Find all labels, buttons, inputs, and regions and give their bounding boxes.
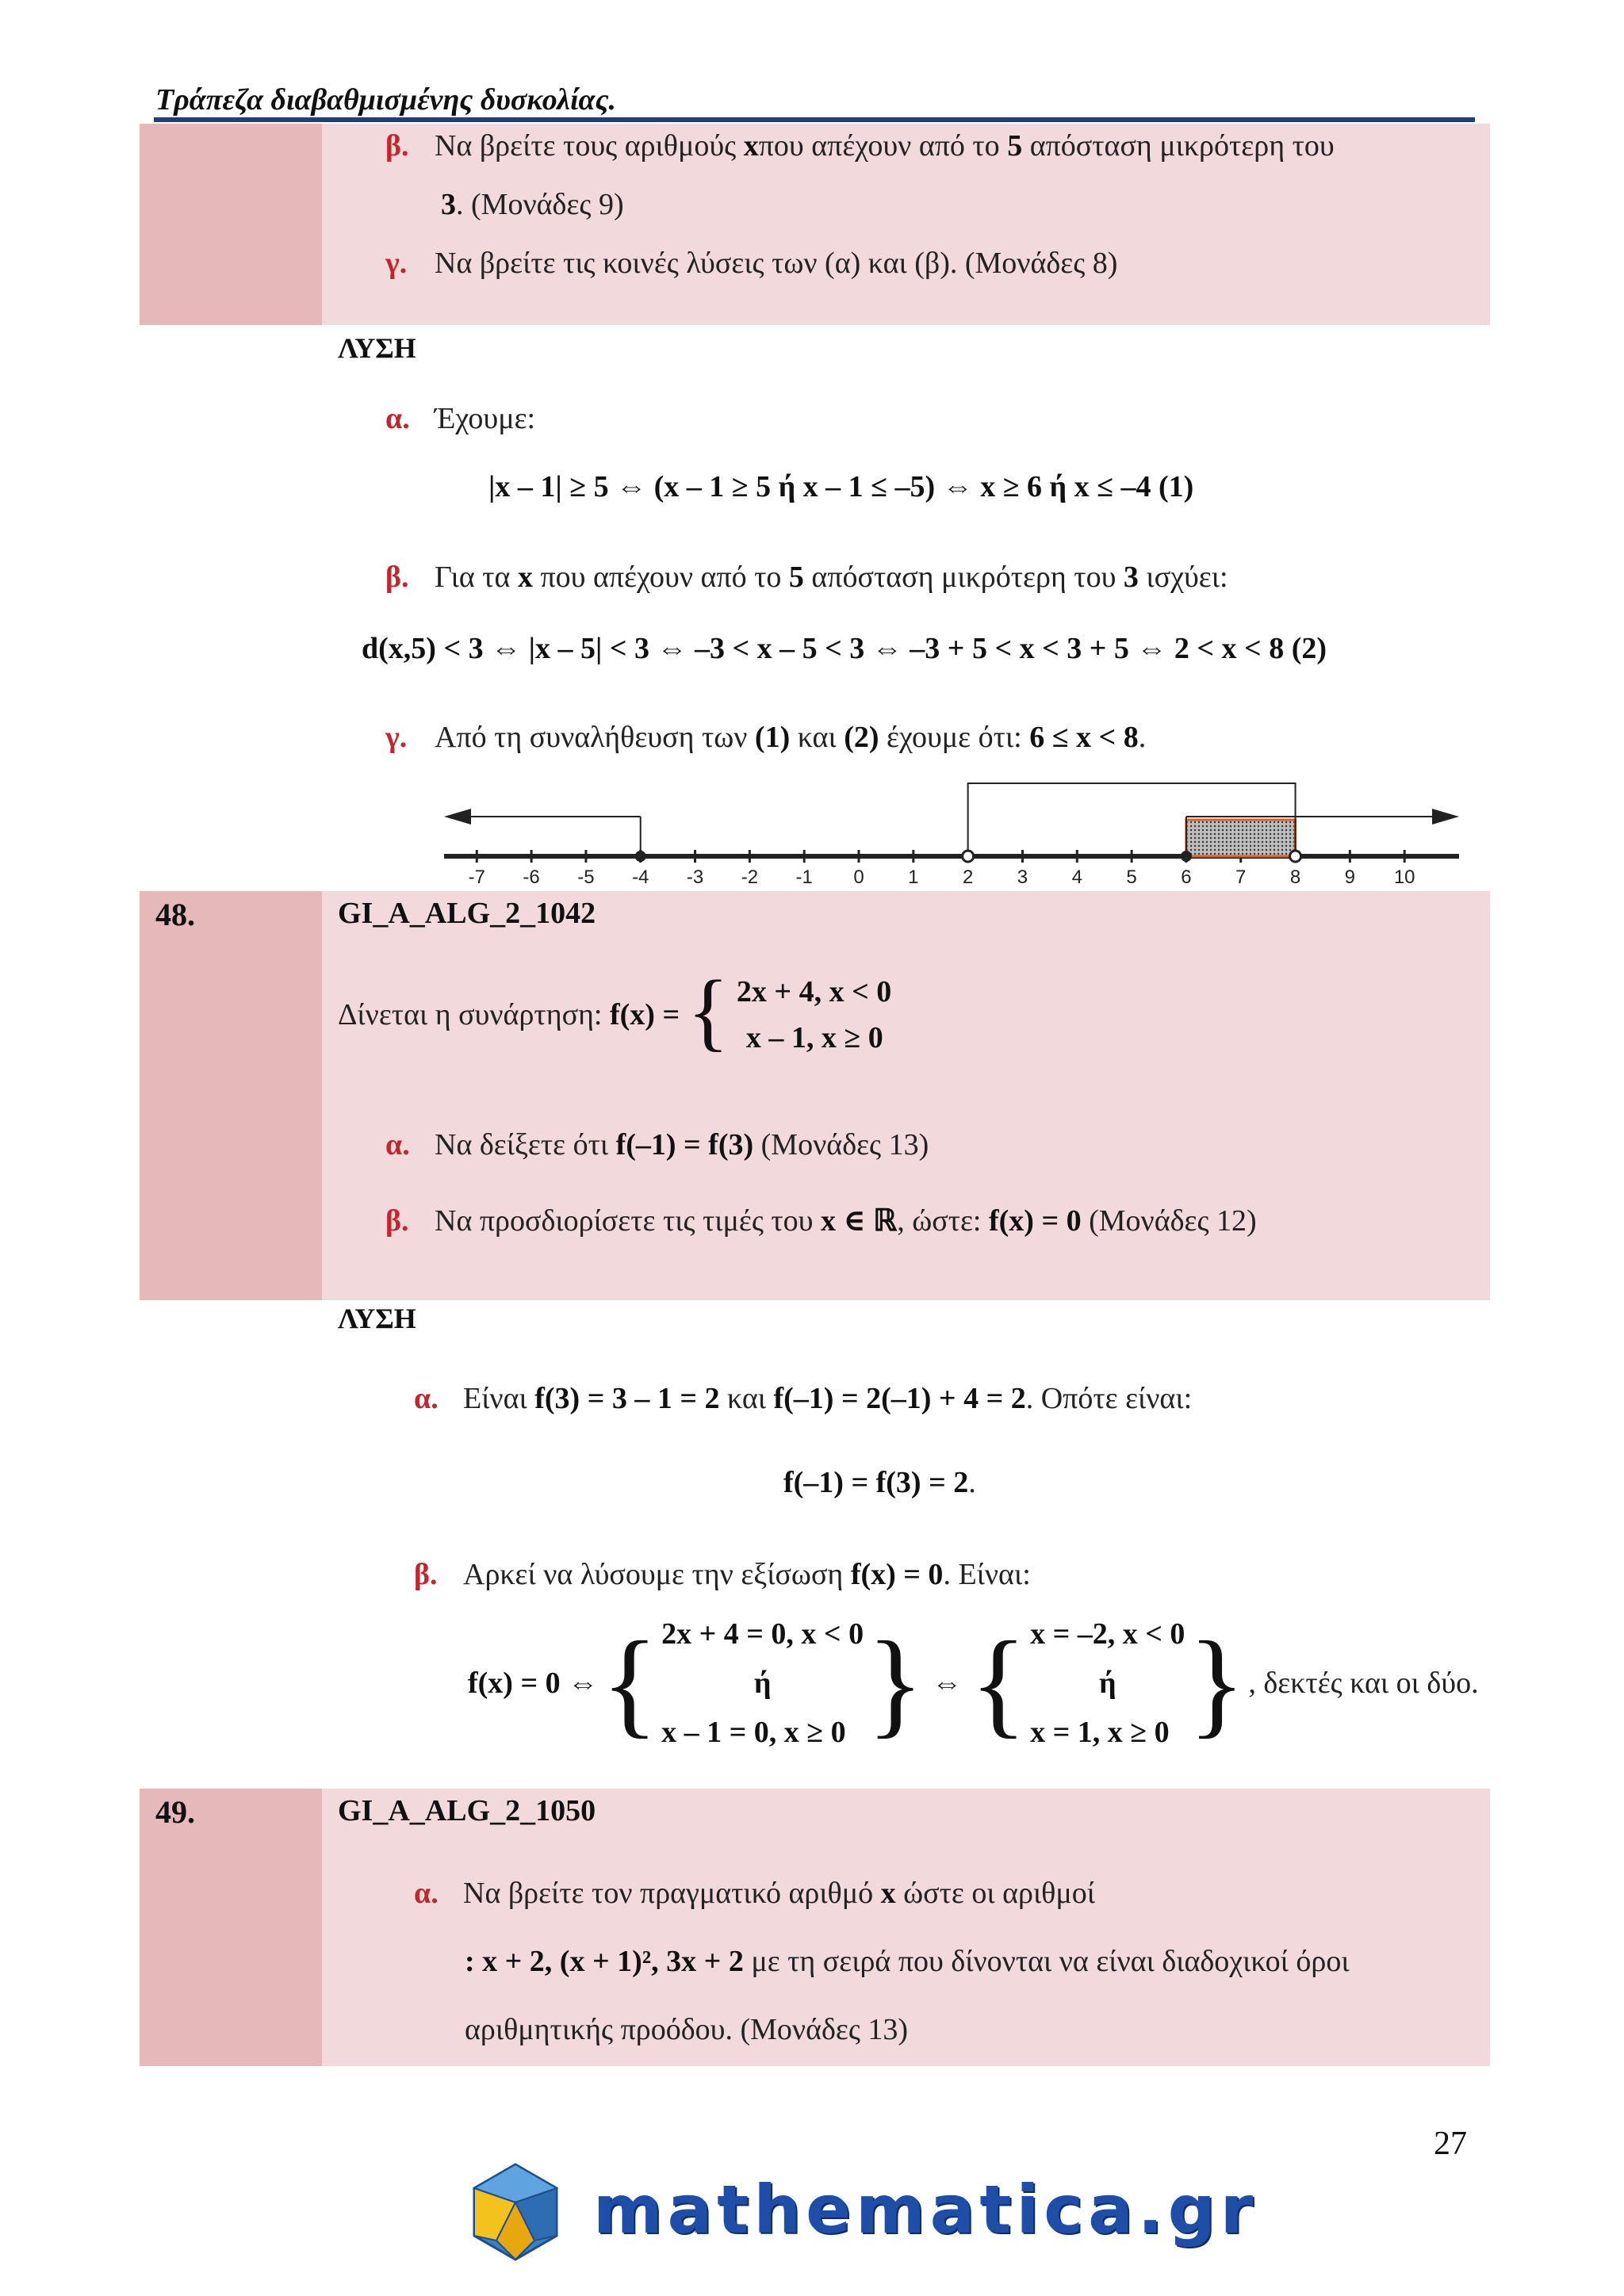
problem-48-a: α. Να δείξετε ότι f(–1) = f(3) (Μονάδες 13) [385,1128,929,1161]
header-rule [154,117,1475,122]
number-line-tick-label: 4 [1071,867,1082,888]
number-line-tick-label: -1 [795,867,813,888]
number-line-tick-label: 8 [1289,867,1301,888]
solution-47-a-equation: |x – 1| ≥ 5 ⇔ (x – 1 ≥ 5 ή x – 1 ≤ –5) ⇔ x ≥ 6 ή x ≤ –4 (1) [488,470,1194,503]
problem-47-gamma: γ. Να βρείτε τις κοινές λύσεις των (α) και (β). (Μονάδες 8) [385,244,1117,282]
problem-48-left-band [140,891,322,1300]
problem-49-a-line2: : x + 2, (x + 1)², 3x + 2 με τη σειρά που δίνονται να είναι διαδοχικοί όροι [465,1945,1350,1978]
problem-47-beta-cont: 3. (Μονάδες 9) [441,188,624,221]
number-line-tick-label: 0 [853,867,864,888]
ray-right-arrowhead [1432,809,1459,825]
label-gamma: γ. [385,247,408,280]
solution-shaded-region [1186,820,1296,856]
problem-49-a-line3: αριθμητικής προόδου. (Μονάδες 13) [465,2013,909,2046]
left-brace: { [601,1617,659,1749]
solution-47-a: α. Έχουμε: [385,402,536,435]
solution-48-b: β. Αρκεί να λύσουμε την εξίσωση f(x) = 0. Είναι: [414,1558,1031,1591]
right-brace: } [1188,1617,1246,1749]
number-line-tick-label: 1 [908,867,919,888]
number-line-tick-label: 3 [1017,867,1028,888]
left-brace: { [970,1617,1028,1749]
number-line-diagram [428,777,1483,888]
label-beta: β. [385,129,409,163]
number-line-tick-label: 5 [1126,867,1137,888]
closed-point-minus4 [635,851,646,862]
ray-left-arrowhead [444,809,471,825]
right-brace: } [867,1617,925,1749]
problem-49-a: α. Να βρείτε τον πραγματικό αριθμό x ώστε οι αριθμοί [414,1877,1095,1910]
problem-48-function-def: Δίνεται η συνάρτηση: f(x) = { 2x + 4, x < 0 x – 1, x ≥ 0 [338,962,892,1059]
left-brace: { [687,962,730,1059]
logo-text: mathematica.gr [593,2171,1258,2248]
number-line-tick-label: 6 [1181,867,1192,888]
solution-48-heading: ΛΥΣΗ [338,1303,416,1334]
problem-48-code: GI_A_ALG_2_1042 [338,897,596,930]
solution-48-a: α. Είναι f(3) = 3 – 1 = 2 και f(–1) = 2(–1) + 4 = 2. Οπότε είναι: [414,1382,1193,1415]
problem-48-number: 48. [155,897,195,932]
solution-47-b-equation: d(x,5) < 3 ⇔ |x – 5| < 3 ⇔ –3 < x – 5 < 3 ⇔ –3 + 5 < x < 3 + 5 ⇔ 2 < x < 8 (2) [362,632,1327,665]
logo-polyhedron-icon [465,2161,566,2263]
open-point-8 [1290,851,1301,862]
number-line-tick-label: 9 [1344,867,1356,888]
number-line-tick-label: 10 [1393,867,1415,888]
solution-47-b: β. Για τα x που απέχουν από το 5 απόσταση μικρότερη του 3 ισχύει: [385,561,1228,594]
number-line-tick-label: -3 [686,867,704,888]
solution-47-c: γ. Από τη συναλήθευση των (1) και (2) έχουμε ότι: 6 ≤ x < 8. [385,721,1147,754]
problem-47-beta: β. Να βρείτε τους αριθμούς xπου απέχουν από το 5 απόσταση μικρότερη του [385,127,1335,165]
solution-48-a-result: f(–1) = f(3) = 2. [783,1466,976,1499]
page-number: 27 [1434,2126,1467,2162]
closed-point-6 [1181,851,1192,862]
number-line-tick-label: -4 [632,867,649,888]
number-line-tick-label: 2 [962,867,974,888]
problem-47-left-band [140,124,322,325]
solution-47-heading: ΛΥΣΗ [338,332,416,364]
number-line-tick-label: -2 [741,867,759,888]
number-line-tick-label: -5 [577,867,595,888]
number-line-tick-label: -6 [523,867,540,888]
header-title: Τράπεζα διαβαθμισμένης δυσκολίας. [155,83,617,117]
problem-49-number: 49. [155,1794,195,1830]
problem-48-b: β. Να προσδιορίσετε τις τιμές του x ∈ ℝ, ώστε: f(x) = 0 (Μονάδες 12) [385,1204,1257,1238]
open-point-2 [963,851,974,862]
number-line-tick-label: -7 [468,867,485,888]
problem-49-code: GI_A_ALG_2_1050 [338,1794,596,1827]
solution-48-system: f(x) = 0 ⇔ { 2x + 4 = 0, x < 0 ή x – 1 = 0, x ≥ 0 } ⇔ { x = –2, x < 0 ή x = 1, x ≥ 0 } , δεκτές και οι δύο. [468,1617,1479,1749]
number-line-tick-label: 7 [1235,867,1247,888]
